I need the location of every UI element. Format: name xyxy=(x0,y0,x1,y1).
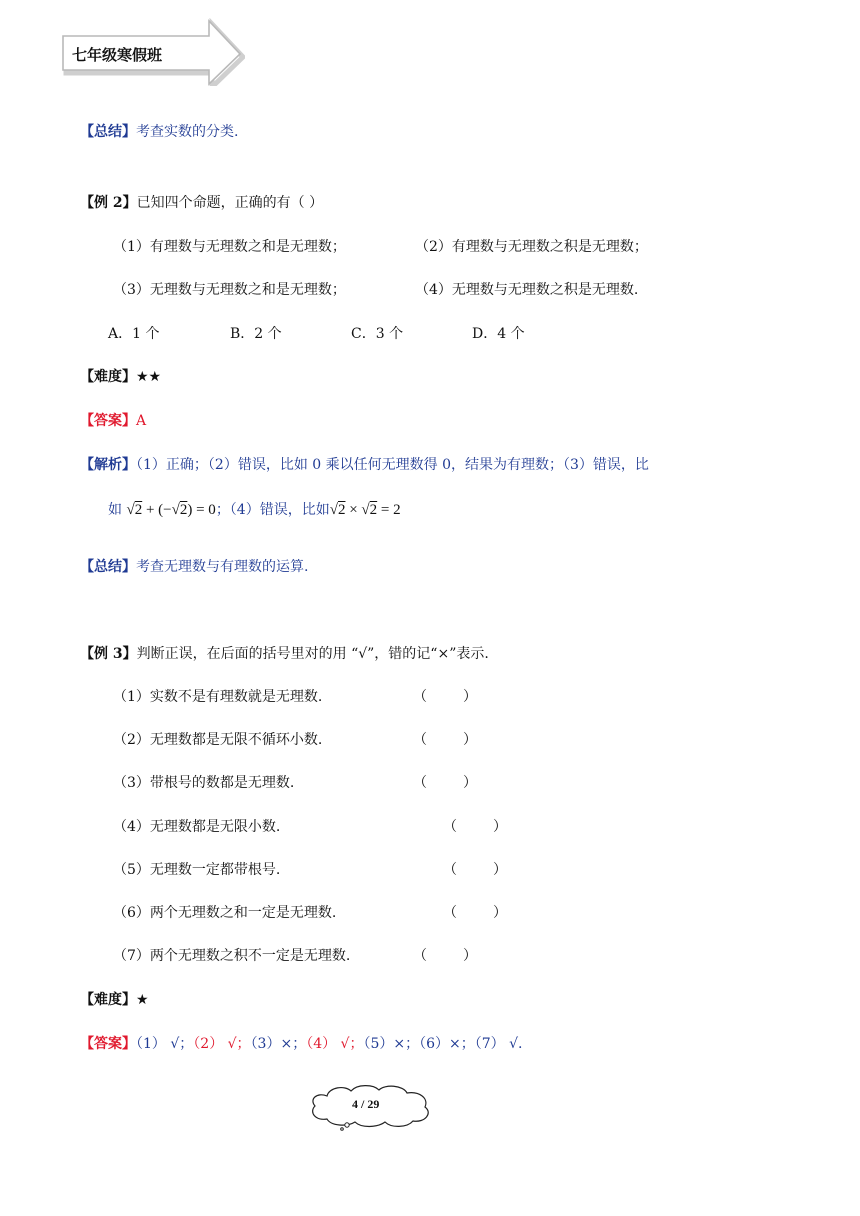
example-3-item-3: （3）带根号的数都是无理数. xyxy=(113,775,295,791)
example-3-item-5: （5）无理数一定都带根号. xyxy=(113,862,281,878)
difficulty-tag: 【难度】 xyxy=(80,992,136,1008)
answer-part-2: （2） √； xyxy=(193,1036,251,1052)
difficulty-tag: 【难度】 xyxy=(80,369,136,385)
example-2-item-1: （1）有理数与无理数之和是无理数； xyxy=(113,239,346,255)
summary-tag: 【总结】 xyxy=(80,124,136,140)
answer-text: A xyxy=(136,413,147,429)
example-3-answer xyxy=(80,1033,523,1053)
summary-text: 考查无理数与有理数的运算. xyxy=(136,559,309,575)
answer-part-4: （4） √； xyxy=(306,1036,364,1052)
example-2-analysis-line2 xyxy=(108,499,401,519)
answer-part-3: （3）×； xyxy=(250,1036,307,1052)
example-3-item-6: （6）两个无理数之和一定是无理数. xyxy=(113,905,337,921)
example-3-item-2: （2）无理数都是无限不循环小数. xyxy=(113,732,323,748)
example-3-item-7-paren: （ ） xyxy=(413,948,477,964)
answer-part-7: （7） √. xyxy=(474,1036,523,1052)
analysis-tag: 【解析】 xyxy=(80,457,136,473)
example-3-item-1: （1）实数不是有理数就是无理数. xyxy=(113,689,323,705)
example-2-item-3: （3）无理数与无理数之和是无理数； xyxy=(113,282,346,298)
answer-tag: 【答案】 xyxy=(80,413,136,429)
option-d: D．4 个 xyxy=(472,326,525,342)
option-b: B．2 个 xyxy=(230,326,282,342)
formula-product: √2 × √2 = 2 xyxy=(329,502,401,518)
answer-part-1: （1） √； xyxy=(136,1036,194,1052)
summary-1 xyxy=(80,121,238,141)
example-3-item-1-paren: （ ） xyxy=(413,689,477,705)
formula-sum: √2 + (−√2) = 0 xyxy=(126,502,216,518)
example-3-item-4-paren: （ ） xyxy=(443,819,507,835)
example-2-summary xyxy=(80,556,308,576)
example-3-item-3-paren: （ ） xyxy=(413,775,477,791)
question-text: 已知四个命题，正确的有（ ） xyxy=(136,195,324,211)
question-text: 判断正误，在后面的括号里对的用 “√”，错的记“×”表示. xyxy=(136,646,489,662)
example-3-item-6-paren: （ ） xyxy=(443,905,507,921)
answer-part-5: （5）×； xyxy=(363,1036,420,1052)
analysis-prefix: 如 xyxy=(108,502,122,518)
example-3-item-2-paren: （ ） xyxy=(413,732,477,748)
example-2-difficulty xyxy=(80,366,161,386)
example-2-question xyxy=(80,192,323,212)
example-3-question xyxy=(80,643,489,663)
example-3-item-4: （4）无理数都是无限小数. xyxy=(113,819,281,835)
option-a: A．1 个 xyxy=(108,326,160,342)
answer-tag: 【答案】 xyxy=(80,1036,136,1052)
option-c: C．3 个 xyxy=(351,326,404,342)
example-2-item-4: （4）无理数与无理数之积是无理数. xyxy=(415,282,639,298)
example-tag: 【例 2】 xyxy=(80,195,137,211)
example-3-item-7: （7）两个无理数之积不一定是无理数. xyxy=(113,948,351,964)
example-3-difficulty xyxy=(80,989,149,1009)
page-number: 4 / 29 xyxy=(352,1097,380,1111)
header-label: 七年级寒假班 xyxy=(72,46,163,64)
example-2-answer xyxy=(80,410,146,430)
example-3-item-5-paren: （ ） xyxy=(443,862,507,878)
analysis-text: （1）正确；（2）错误，比如 0 乘以任何无理数得 0，结果为有理数；（3）错误，比 xyxy=(136,457,649,473)
analysis-mid: ；（4）错误，比如 xyxy=(215,502,330,518)
example-2-item-2: （2）有理数与无理数之积是无理数； xyxy=(415,239,648,255)
difficulty-stars: ★★ xyxy=(136,369,162,385)
example-2-analysis-line1 xyxy=(80,454,649,474)
difficulty-stars: ★ xyxy=(136,992,149,1008)
example-tag: 【例 3】 xyxy=(80,646,137,662)
answer-part-6: （6）×； xyxy=(419,1036,475,1052)
summary-tag: 【总结】 xyxy=(80,559,136,575)
summary-text: 考查实数的分类. xyxy=(136,124,239,140)
